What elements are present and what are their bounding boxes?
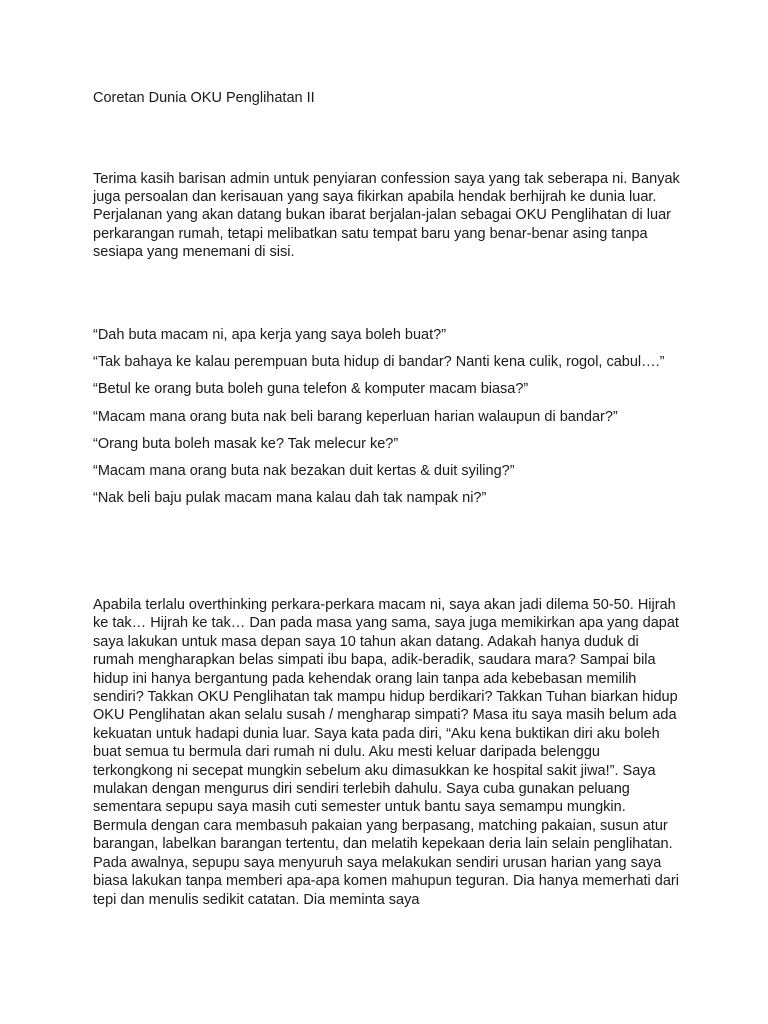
question-item: “Macam mana orang buta nak beli barang keperluan harian walaupun di bandar?” [93,408,618,425]
question-item: “Macam mana orang buta nak bezakan duit kertas & duit syiling?” [93,463,515,480]
document-title: Coretan Dunia OKU Penglihatan II [93,90,315,106]
intro-section [93,170,683,261]
question-item: “Nak beli baju pulak macam mana kalau dah tak nampak ni?” [93,490,487,507]
question-item: “Betul ke orang buta boleh guna telefon & komputer macam biasa?” [93,381,529,398]
body-paragraph: Apabila terlalu overthinking perkara-perkara macam ni, saya akan jadi dilema 50-50. Hijrah ke tak… Hijrah ke tak… Dan pada masa yang sama, saya juga memikirkan apa yang dapat saya lakukan untuk masa depan saya 10 tahun akan datang. Adakah hanya duduk di rumah mengharapkan belas simpati ibu bapa, adik-beradik, saudara mara? Sampai bila hidup ini hanya bergantung pada kehendak orang lain tanpa ada kebebasan memilih sendiri? Takkan OKU Penglihatan tak mampu hidup berdikari? Takkan Tuhan biarkan hidup OKU Penglihatan akan selalu susah / mengharap simpati? Masa itu saya masih belum ada kekuatan untuk hadapi dunia luar. Saya kata pada diri, “Aku kena buktikan diri aku boleh buat semua tu bermula dari rumah ni dulu. Aku mesti keluar daripada belenggu terkongkong ni secepat mungkin sebelum aku dimasukkan ke hospital sakit jiwa!”. Saya mulakan dengan mengurus diri sendiri terlebih dahulu. Saya cuba gunakan peluang sementara sepupu saya masih cuti semester untuk bantu saya semampu mungkin. Bermula dengan cara membasuh pakaian yang berpasang, matching pakaian, susun atur barangan, labelkan barangan tertentu, dan melatih kepekaan deria lain selain penglihatan. Pada awalnya, sepupu saya menyuruh saya melakukan sendiri urusan harian yang saya biasa lakukan tanpa memberi apa-apa komen mahupun teguran. Dia hanya memerhati dari tepi dan menulis sedikit catatan. Dia meminta saya [93,597,679,908]
question-item: “Tak bahaya ke kalau perempuan buta hidup di bandar? Nanti kena culik, rogol, cabul….” [93,354,665,371]
body-section [93,596,683,909]
intro-paragraph: Terima kasih barisan admin untuk penyiaran confession saya yang tak seberapa ni. Banyak juga persoalan dan kerisauan yang saya fikirkan apabila hendak berhijrah ke dunia luar. Perjalanan yang akan datang bukan ibarat berjalan-jalan sebagai OKU Penglihatan di luar perkarangan rumah, tetapi melibatkan satu tempat baru yang benar-benar asing tanpa sesiapa yang menemani di sisi. [93,171,680,260]
question-item: “Dah buta macam ni, apa kerja yang saya boleh buat?” [93,327,447,343]
questions-list [93,326,683,516]
question-item: “Orang buta boleh masak ke? Tak melecur ke?” [93,435,399,452]
